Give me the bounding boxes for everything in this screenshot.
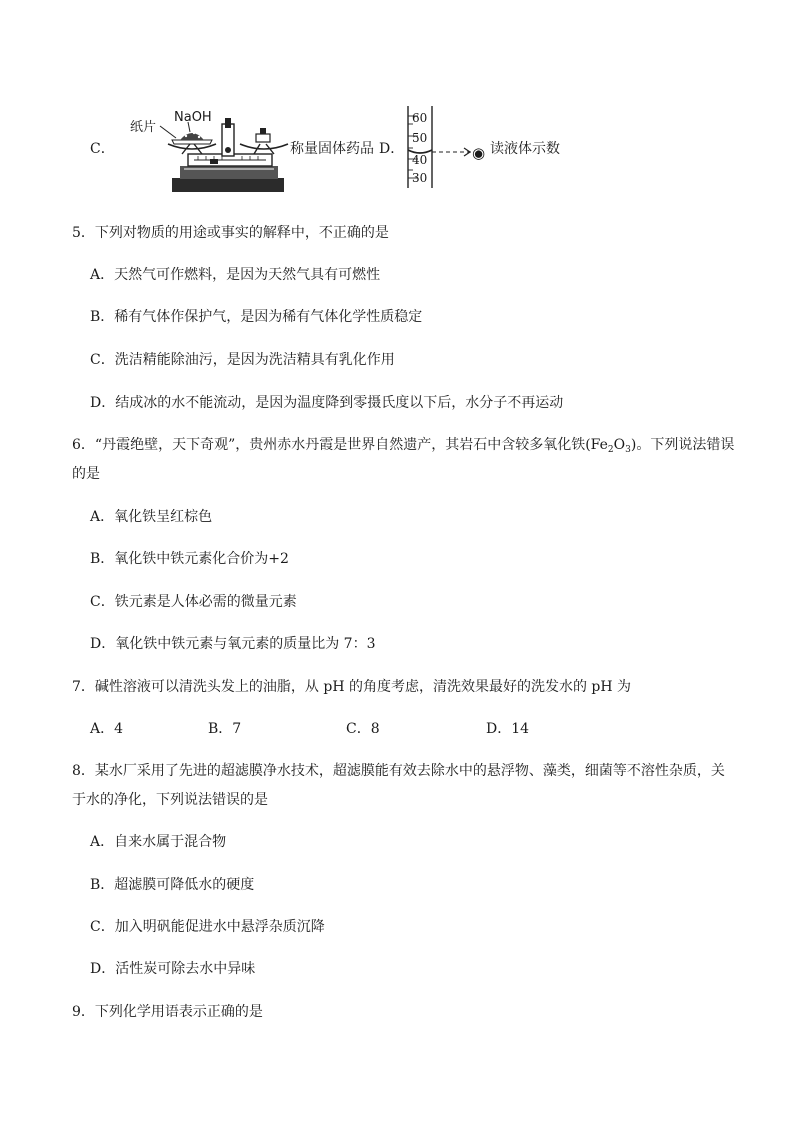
cylinder-tick-60: 60	[412, 111, 428, 125]
paper-label: 纸片	[130, 120, 157, 135]
question-8-option-a: A．自来水属于混合物	[90, 834, 227, 850]
question-8-stem-line2: 于水的净化，下列说法错误的是	[72, 792, 268, 808]
question-5-option-c: C．洗洁精能除油污，是因为洗洁精具有乳化作用	[90, 352, 395, 368]
question-8-stem-line1: 8．某水厂采用了先进的超滤膜净水技术，超滤膜能有效去除水中的悬浮物、藻类，细菌等不溶性杂质，关	[72, 763, 725, 779]
question-6-stem-oxygen: O	[613, 437, 626, 453]
question-9-stem: 9．下列化学用语表示正确的是	[72, 1004, 263, 1020]
question-6-stem-part1: 6．“丹霞绝壁，天下奇观”，贵州赤水丹霞是世界自然遗产，其岩石中含较多氧化铁(Fe	[72, 437, 608, 453]
question-7-option-b: B．7	[208, 721, 242, 737]
cylinder-tick-50: 50	[412, 131, 428, 145]
question-6-stem-line2: 的是	[72, 466, 100, 482]
question-6-option-a: A．氧化铁呈红棕色	[90, 509, 213, 525]
question-8-option-b: B．超滤膜可降低水的硬度	[90, 877, 255, 893]
question-5-option-d: D．结成冰的水不能流动，是因为温度降到零摄氏度以下后，水分子不再运动	[90, 395, 564, 411]
option-d-caption: 读液体示数	[490, 141, 560, 157]
option-d-label: D．	[379, 141, 405, 157]
subscript-2: 2	[607, 445, 614, 455]
question-8-option-d: D．活性炭可除去水中异味	[90, 961, 256, 977]
question-7-option-d: D．14	[486, 721, 530, 737]
question-6-option-b: B．氧化铁中铁元素化合价为+2	[90, 551, 289, 567]
question-5-option-b: B．稀有气体作保护气，是因为稀有气体化学性质稳定	[90, 309, 423, 325]
question-5-stem: 5．下列对物质的用途或事实的解释中，不正确的是	[72, 225, 389, 241]
eye-icon: ◉	[472, 144, 486, 162]
question-6-option-c: C．铁元素是人体必需的微量元素	[90, 594, 297, 610]
question-6-stem	[72, 435, 734, 455]
question-7-option-a: A．4	[90, 721, 124, 737]
option-c-label: C．	[90, 141, 115, 157]
question-7-stem: 7．碱性溶液可以清洗头发上的油脂，从 pH 的角度考虑，清洗效果最好的洗发水的 pH 为	[72, 679, 632, 695]
question-5-option-a: A．天然气可作燃料，是因为天然气具有可燃性	[90, 267, 381, 283]
question-8-option-c: C．加入明矾能促进水中悬浮杂质沉降	[90, 919, 325, 935]
cylinder-tick-30: 30	[412, 171, 428, 185]
subscript-3: 3	[625, 445, 631, 455]
cylinder-tick-40: 40	[412, 153, 428, 167]
option-c-caption: 称量固体药品	[290, 141, 374, 157]
naoh-label: NaOH	[174, 110, 212, 125]
question-6-option-d: D．氧化铁中铁元素与氧元素的质量比为 7：3	[90, 636, 376, 652]
question-6-stem-part2: )。下列说法错误	[630, 437, 735, 453]
question-7-option-c: C．8	[346, 721, 380, 737]
